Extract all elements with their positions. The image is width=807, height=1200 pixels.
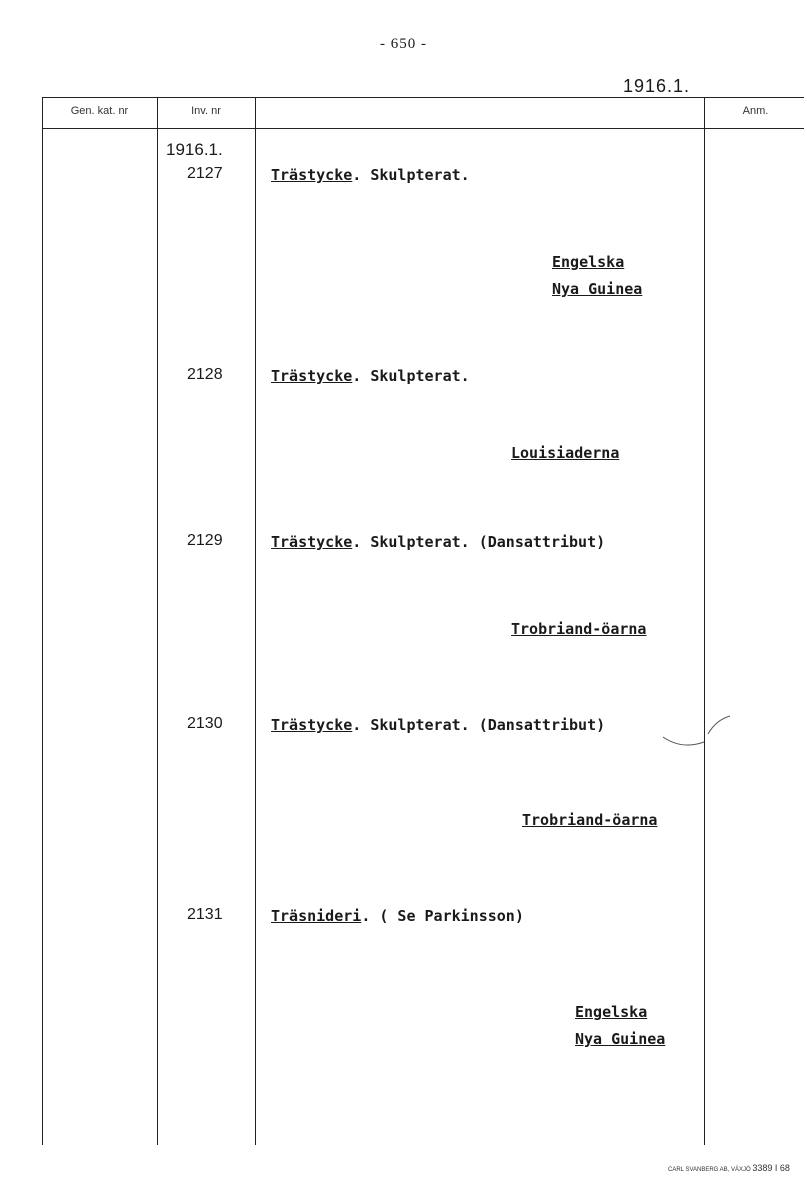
form-number: 3389 I 68 xyxy=(752,1163,790,1173)
left-border xyxy=(42,97,43,1145)
column-header-gen-kat-nr: Gen. kat. nr xyxy=(70,105,129,117)
object-name: Trästycke xyxy=(271,533,353,551)
entry-place-line: Engelska xyxy=(552,253,625,271)
column-header-anm: Anm. xyxy=(742,105,769,117)
entry-place-line: Nya Guinea xyxy=(552,280,643,298)
section-year: 1916.1. xyxy=(166,140,223,159)
entry-description xyxy=(271,907,524,925)
column-divider-inv-desc xyxy=(255,97,256,1145)
entry-inv-number: 2128 xyxy=(187,366,223,383)
object-name: Trästycke xyxy=(271,166,353,184)
object-name: Trästycke xyxy=(271,367,353,385)
entry-inv-number: 2129 xyxy=(187,532,223,549)
object-details: . ( Se Parkinsson) xyxy=(361,907,524,925)
object-details: . Skulpterat. (Dansattribut) xyxy=(352,533,606,551)
object-name: Träsnideri xyxy=(271,907,362,925)
object-name: Trästycke xyxy=(271,716,353,734)
page-number: - 650 - xyxy=(380,36,427,52)
object-details: . Skulpterat. xyxy=(352,166,470,184)
entry-inv-number: 2131 xyxy=(187,906,223,923)
entry-place-line: Nya Guinea xyxy=(575,1030,666,1048)
year-header: 1916.1. xyxy=(623,76,691,96)
column-divider-desc-anm xyxy=(704,97,705,1145)
object-details: . Skulpterat. xyxy=(352,367,470,385)
entry-place-line: Trobriand-öarna xyxy=(511,620,647,638)
object-details: . Skulpterat. (Dansattribut) xyxy=(352,716,606,734)
entry-inv-number: 2127 xyxy=(187,165,223,182)
entry-inv-number: 2130 xyxy=(187,715,223,732)
entry-description xyxy=(271,166,470,184)
entry-place-line: Louisiaderna xyxy=(511,444,620,462)
column-divider-gen-inv xyxy=(157,97,158,1145)
pencil-mark xyxy=(660,708,735,753)
printer-name: CARL SVANBERG AB, VÄXJÖ xyxy=(668,1167,751,1173)
column-header-inv-nr: Inv. nr xyxy=(191,105,221,117)
entry-place-line: Engelska xyxy=(575,1003,648,1021)
entry-description xyxy=(271,367,470,385)
entry-description xyxy=(271,533,605,551)
entry-place-line: Trobriand-öarna xyxy=(522,811,658,829)
entry-description xyxy=(271,716,605,734)
printer-imprint xyxy=(668,1163,790,1173)
